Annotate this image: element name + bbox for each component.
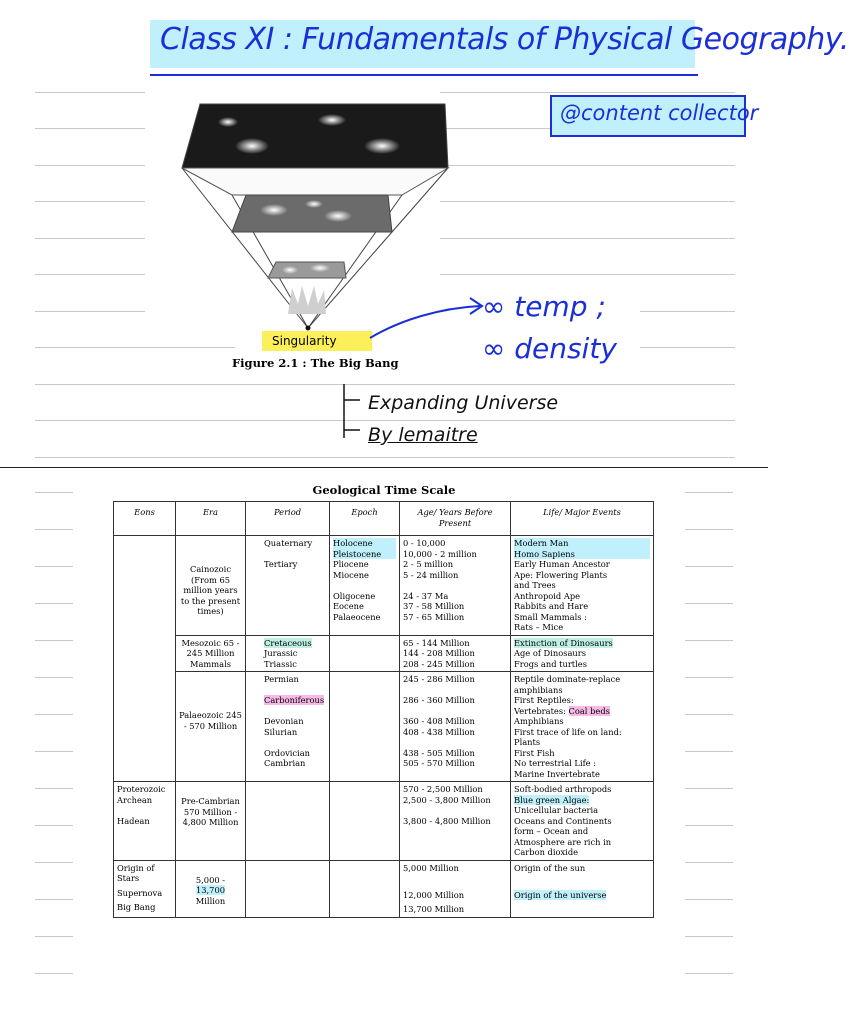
table-row: [114, 782, 654, 861]
life-event: Rats – Mice: [514, 622, 564, 632]
table-header-row: [114, 502, 654, 536]
life-origin-sun: Origin of the sun: [514, 862, 586, 873]
epoch: Miocene: [333, 569, 369, 580]
eons-origin: [114, 860, 176, 917]
page-title: Class XI : Fundamentals of Physical Geography.: [160, 22, 849, 57]
periods-cainozoic: [246, 536, 330, 636]
eon-cell-empty: [114, 536, 176, 782]
age: 408 - 438 Million: [403, 726, 475, 737]
header-era: Era: [176, 502, 246, 536]
era-mesozoic: Mesozoic 65 - 245 Million Mammals: [176, 635, 246, 672]
life-event: No terrestrial Life :: [514, 758, 597, 768]
life-event: Soft-bodied arthropods: [514, 784, 612, 794]
era-palaeozoic: Palaeozoic 245 - 570 Million: [176, 672, 246, 782]
life-cainozoic: [511, 536, 654, 636]
life-event: Vertebrates:: [514, 705, 569, 716]
life-coal-beds: Coal beds: [568, 705, 610, 716]
header-eons: Eons: [114, 502, 176, 536]
life-event: amphibians: [514, 684, 563, 695]
age: 57 - 65 Million: [403, 611, 465, 622]
singularity-point: [306, 326, 311, 331]
age: 505 - 570 Million: [403, 758, 475, 768]
period-cretaceous: Cretaceous: [264, 637, 312, 648]
age: 5 - 24 million: [403, 569, 459, 580]
eon: Hadean: [117, 815, 150, 826]
period-tertiary: Tertiary: [264, 559, 298, 569]
life-origin: [511, 860, 654, 917]
top-space-plane-side: [182, 168, 448, 195]
age: 570 - 2,500 Million: [403, 784, 483, 794]
period-cambrian: Cambrian: [264, 758, 306, 768]
table-title: Geological Time Scale: [312, 483, 456, 497]
life-event: Plants: [514, 737, 541, 747]
life-event: Anthropoid Ape: [514, 590, 581, 601]
age: 13,700 Million: [403, 904, 465, 914]
periods-mesozoic: [246, 635, 330, 672]
page-divider: [0, 467, 768, 468]
ages-mesozoic: [400, 635, 511, 672]
age: 360 - 408 Million: [403, 716, 475, 726]
table-row: [114, 635, 654, 672]
annotation-expanding: Expanding Universe: [368, 392, 559, 414]
epoch-pleistocene: Pleistocene: [333, 549, 396, 560]
header-period: Period: [246, 502, 330, 536]
eon: Stars: [117, 873, 140, 883]
ages-precambrian: [400, 782, 511, 861]
age: 3,800 - 4,800 Million: [403, 815, 491, 826]
table-row: [114, 536, 654, 636]
age: 2,500 - 3,800 Million: [403, 794, 491, 805]
epoch-cell-empty: [330, 635, 400, 672]
age: 65 - 144 Million: [403, 637, 470, 648]
small-space-plane: [268, 262, 346, 278]
life-event: Age of Dinosaurs: [514, 648, 586, 658]
epoch: Eocene: [333, 601, 364, 611]
geological-time-table: [113, 501, 654, 918]
age: 208 - 245 Million: [403, 658, 475, 669]
epoch: Pliocene: [333, 559, 369, 569]
era-cainozoic: Cainozoic (From 65 million years to the present times): [176, 536, 246, 636]
era-origin: [176, 860, 246, 917]
epochs-cainozoic: [330, 536, 400, 636]
life-event: Atmosphere are rich in: [514, 836, 612, 847]
epoch-cell-empty: [330, 672, 400, 782]
life-event: First trace of life on land:: [514, 726, 622, 737]
life-event: Marine Invertebrate: [514, 768, 600, 779]
explosion-icon: [288, 286, 326, 314]
title-underline: [150, 74, 698, 76]
header-epoch: Epoch: [330, 502, 400, 536]
life-event: Reptile dominate-replace: [514, 674, 621, 684]
life-event: Oceans and Continents: [514, 815, 612, 826]
period-silurian: Silurian: [264, 726, 298, 737]
age: 10,000 - 2 million: [403, 548, 477, 559]
author-handle: @content collector: [560, 101, 759, 125]
period-permian: Permian: [264, 674, 299, 684]
life-event: Frogs and turtles: [514, 658, 587, 669]
life-event: Ape: Flowering Plants: [514, 569, 608, 580]
era-precambrian: Pre-Cambrian 570 Million - 4,800 Million: [176, 782, 246, 861]
period-quaternary: Quaternary: [264, 538, 313, 548]
ages-origin: [400, 860, 511, 917]
epoch: Palaeocene: [333, 611, 381, 622]
life-event: Unicellular bacteria: [514, 805, 599, 815]
period-carboniferous: Carboniferous: [264, 695, 325, 705]
periods-palaeozoic: [246, 672, 330, 782]
age: 2 - 5 million: [403, 559, 454, 569]
era-origin-c: Million: [195, 895, 226, 906]
period-ordovician: Ordovician: [264, 747, 311, 758]
period-devonian: Devonian: [264, 716, 304, 726]
era-origin-b: 13,700: [195, 885, 226, 895]
life-homo-sapiens: Homo Sapiens: [514, 549, 650, 560]
arrow-to-temp: [370, 306, 480, 338]
era-origin-a: 5,000 -: [195, 874, 226, 885]
singularity-label: Singularity: [262, 331, 372, 351]
life-event: Carbon dioxide: [514, 847, 579, 857]
life-event: First Fish: [514, 747, 555, 758]
life-event: Small Mammals :: [514, 611, 587, 622]
annotation-by: By lemaitre: [368, 424, 478, 446]
life-palaeozoic: [511, 672, 654, 782]
top-space-plane: [182, 104, 448, 168]
annotation-density: ∞ density: [482, 332, 617, 365]
period-cell-empty: [246, 782, 330, 861]
age: 245 - 286 Million: [403, 674, 475, 684]
epoch-holocene: Holocene: [333, 538, 396, 549]
age: 144 - 208 Million: [403, 648, 475, 658]
table-row: [114, 860, 654, 917]
annotation-temp: ∞ temp ;: [482, 290, 606, 323]
period-jurassic: Jurassic: [264, 648, 298, 658]
eon: Supernova: [117, 887, 163, 898]
age: 286 - 360 Million: [403, 695, 475, 705]
age: 24 - 37 Ma: [403, 590, 449, 601]
life-mesozoic: [511, 635, 654, 672]
eon: Proterozoic: [117, 784, 166, 794]
epoch-cell-empty: [330, 782, 400, 861]
period-cell-empty: [246, 860, 330, 917]
life-event: and Trees: [514, 580, 556, 590]
life-modern-man: Modern Man: [514, 538, 650, 549]
epoch: Oligocene: [333, 590, 376, 601]
life-blue-green-algae: Blue green Algae:: [514, 794, 590, 805]
eons-precambrian: [114, 782, 176, 861]
age: 0 - 10,000: [403, 538, 446, 548]
figure-caption: Figure 2.1 : The Big Bang: [232, 356, 399, 370]
age: 37 - 58 Million: [403, 601, 465, 611]
period-triassic: Triassic: [264, 658, 297, 669]
header-life: Life/ Major Events: [511, 502, 654, 536]
eon: Archean: [117, 794, 153, 805]
life-extinction-dinosaurs: Extinction of Dinosaurs: [514, 637, 613, 648]
life-event: form – Ocean and: [514, 826, 589, 836]
epoch-cell-empty: [330, 860, 400, 917]
ages-palaeozoic: [400, 672, 511, 782]
age: 5,000 Million: [403, 862, 459, 873]
eon: Origin of: [117, 862, 155, 873]
life-event: First Reptiles:: [514, 695, 574, 705]
age: 438 - 505 Million: [403, 747, 475, 758]
life-event: Rabbits and Hare: [514, 601, 589, 611]
life-origin-universe: Origin of the universe: [514, 889, 607, 900]
life-event: Amphibians: [514, 716, 564, 726]
eon: Big Bang: [117, 902, 156, 912]
life-event: Early Human Ancestor: [514, 559, 610, 569]
age: 12,000 Million: [403, 889, 465, 900]
life-precambrian: [511, 782, 654, 861]
header-age: Age/ Years Before Present: [400, 502, 511, 536]
table-row: [114, 672, 654, 782]
ages-cainozoic: [400, 536, 511, 636]
